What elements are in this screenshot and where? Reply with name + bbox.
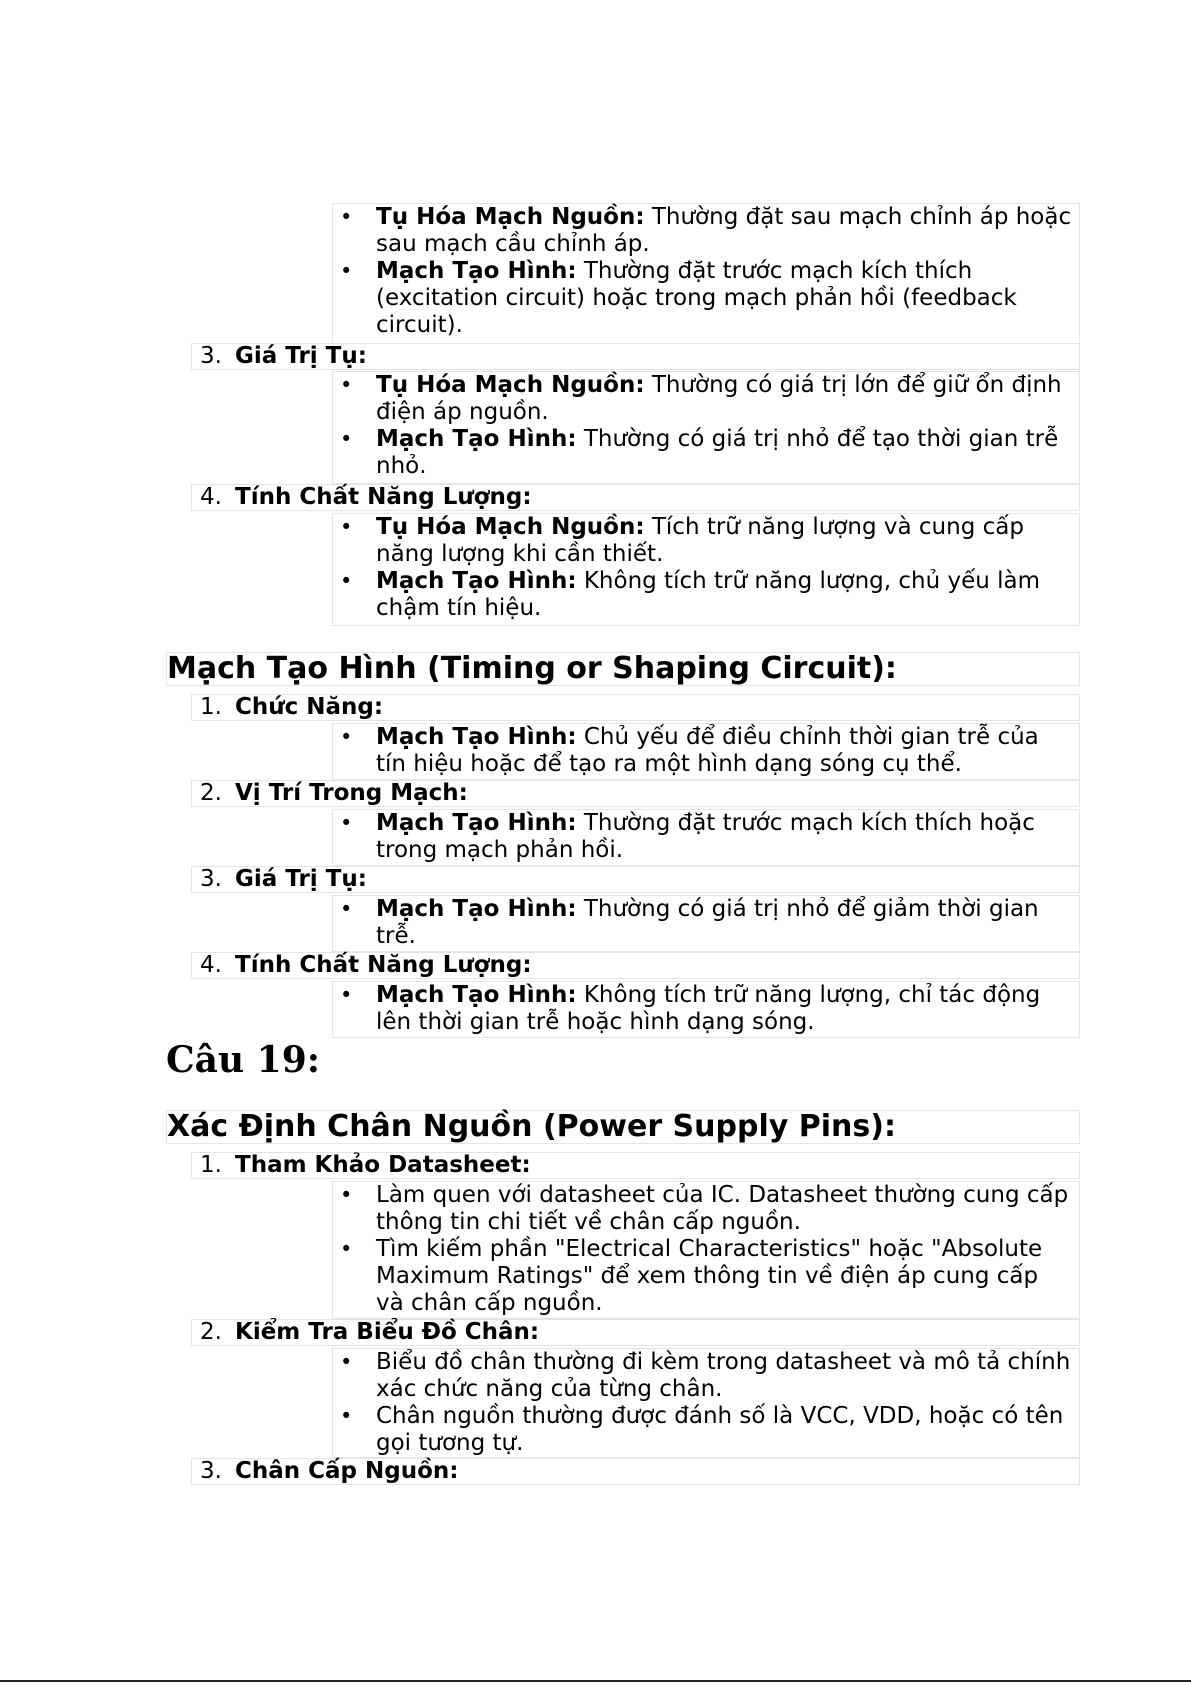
item-number: 2. — [200, 1319, 222, 1345]
item-number: 4. — [200, 952, 222, 978]
list-item — [333, 258, 1079, 339]
item-label: Kiểm Tra Biểu Đồ Chân: — [235, 1319, 540, 1345]
bullet-group — [332, 1181, 1080, 1319]
numbered-item — [191, 1152, 1080, 1179]
item-label: Tham Khảo Datasheet: — [235, 1152, 531, 1178]
page-bottom-divider — [0, 1680, 1191, 1682]
numbered-item — [191, 484, 1080, 511]
numbered-item — [191, 952, 1080, 979]
bullet-group — [332, 203, 1080, 344]
bullet-term: Mạch Tạo Hình: — [376, 568, 577, 594]
bullet-text: Thường đặt trước mạch kích thích hoặc trong mạch phản hồi. — [376, 810, 1035, 863]
list-item — [333, 568, 1079, 622]
item-label: Tính Chất Năng Lượng: — [235, 952, 532, 978]
item-label: Tính Chất Năng Lượng: — [235, 484, 532, 510]
bullet-text: Thường có giá trị lớn để giữ ổn định điện áp nguồn. — [376, 372, 1062, 425]
bullet-term: Mạch Tạo Hình: — [376, 896, 577, 922]
bullet-term: Tụ Hóa Mạch Nguồn: — [376, 372, 645, 398]
bullet-group — [332, 371, 1080, 484]
bullet-text: Thường có giá trị nhỏ để giảm thời gian trễ. — [376, 896, 1039, 949]
numbered-item — [191, 1458, 1080, 1485]
bullet-group — [332, 723, 1080, 780]
list-item — [333, 204, 1079, 258]
section-heading: Mạch Tạo Hình (Timing or Shaping Circuit): — [166, 652, 1080, 686]
item-number: 1. — [200, 1152, 222, 1178]
item-label: Chức Năng: — [235, 694, 384, 720]
numbered-item — [191, 780, 1080, 807]
item-number: 2. — [200, 780, 222, 806]
bullet-term: Mạch Tạo Hình: — [376, 426, 577, 452]
item-label: Giá Trị Tụ: — [235, 343, 367, 369]
section-heading: Xác Định Chân Nguồn (Power Supply Pins): — [166, 1110, 1080, 1144]
bullet-term: Mạch Tạo Hình: — [376, 982, 577, 1008]
list-item — [333, 982, 1079, 1036]
numbered-item — [191, 866, 1080, 893]
numbered-item — [191, 343, 1080, 370]
item-label: Giá Trị Tụ: — [235, 866, 367, 892]
bullet-text: Chủ yếu để điều chỉnh thời gian trễ của tín hiệu hoặc để tạo ra một hình dạng sóng cụ thể. — [376, 724, 1039, 777]
list-item — [333, 896, 1079, 950]
bullet-text: Không tích trữ năng lượng, chỉ tác động lên thời gian trễ hoặc hình dạng sóng. — [376, 982, 1041, 1035]
bullet-term: Mạch Tạo Hình: — [376, 810, 577, 836]
bullet-term: Mạch Tạo Hình: — [376, 724, 577, 750]
item-number: 3. — [200, 1458, 222, 1484]
list-item: • Biểu đồ chân thường đi kèm trong datasheet và mô tả chính xác chức năng của từng chân. — [333, 1349, 1079, 1403]
list-item — [333, 514, 1079, 568]
bullet-text: Tích trữ năng lượng và cung cấp năng lượng khi cần thiết. — [376, 514, 1024, 567]
item-label: Chân Cấp Nguồn: — [235, 1458, 459, 1484]
question-title: Câu 19: — [166, 1039, 321, 1081]
item-label: Vị Trí Trong Mạch: — [235, 780, 468, 806]
bullet-term: Tụ Hóa Mạch Nguồn: — [376, 514, 645, 540]
list-item — [333, 372, 1079, 426]
item-number: 3. — [200, 866, 222, 892]
numbered-item — [191, 1319, 1080, 1346]
item-number: 4. — [200, 484, 222, 510]
list-item — [333, 426, 1079, 480]
bullet-group — [332, 1348, 1080, 1458]
bullet-text: Thường đặt sau mạch chỉnh áp hoặc sau mạch cầu chỉnh áp. — [376, 204, 1072, 257]
bullet-term: Tụ Hóa Mạch Nguồn: — [376, 204, 645, 230]
item-number: 3. — [200, 343, 222, 369]
numbered-item — [191, 694, 1080, 721]
list-item: • Tìm kiếm phần "Electrical Characteristics" hoặc "Absolute Maximum Ratings" để xem thông tin về điện áp cung cấp và chân cấp nguồn. — [333, 1236, 1079, 1317]
list-item — [333, 724, 1079, 778]
list-item: • Chân nguồn thường được đánh số là VCC, VDD, hoặc có tên gọi tương tự. — [333, 1403, 1079, 1457]
list-item: • Làm quen với datasheet của IC. Datasheet thường cung cấp thông tin chi tiết về chân cấp nguồn. — [333, 1182, 1079, 1236]
bullet-text: Thường có giá trị nhỏ để tạo thời gian trễ nhỏ. — [376, 426, 1059, 479]
bullet-group — [332, 809, 1080, 866]
bullet-term: Mạch Tạo Hình: — [376, 258, 577, 284]
bullet-group — [332, 981, 1080, 1038]
bullet-group — [332, 513, 1080, 626]
list-item — [333, 810, 1079, 864]
bullet-group — [332, 895, 1080, 952]
bullet-text: Không tích trữ năng lượng, chủ yếu làm chậm tín hiệu. — [376, 568, 1041, 621]
item-number: 1. — [200, 694, 222, 720]
bullet-text: Thường đặt trước mạch kích thích (excitation circuit) hoặc trong mạch phản hồi (feedback circuit). — [376, 258, 1017, 338]
